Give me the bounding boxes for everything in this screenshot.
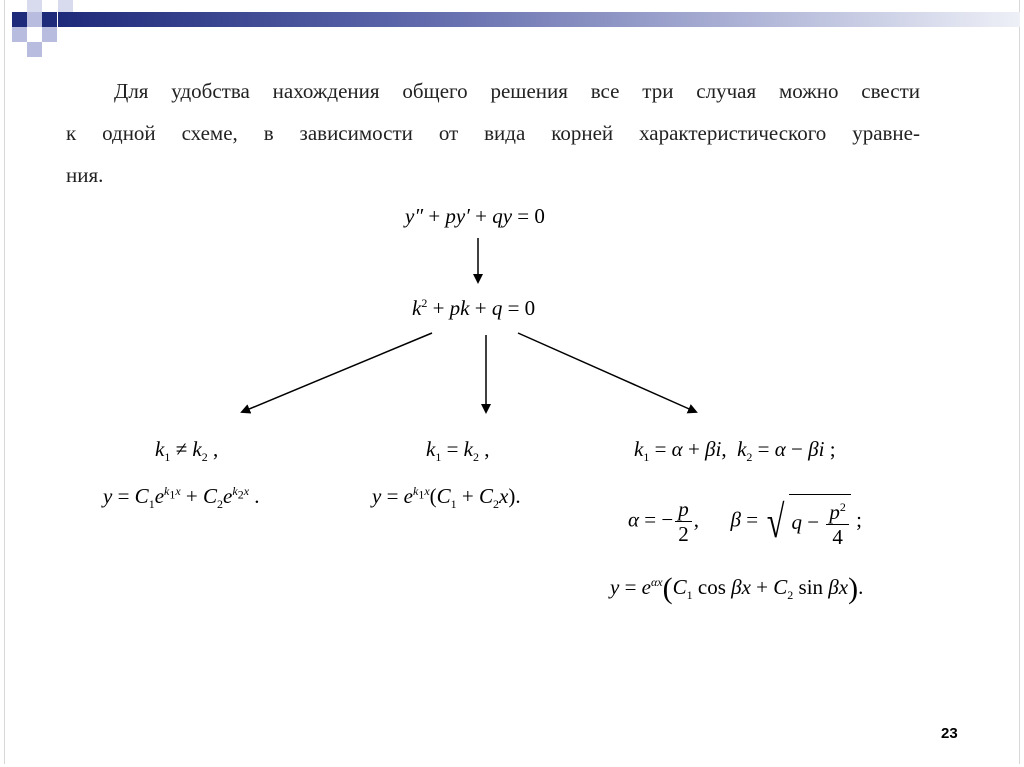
- case2-condition: $k_1 = k_2$ ,: [426, 437, 490, 465]
- case2-solution: $y = e^{k_1x}(C_1 + C_2x)$.: [372, 484, 521, 512]
- paragraph-line-1: Для удобства нахождения общего решения все три случая можно свести: [114, 79, 920, 103]
- case3-condition: $k_1 = \alpha + \beta i$, $k_2 = \alpha - \beta i$ ;: [634, 437, 836, 465]
- ode-equation: y″ + py′ + qy = 0: [405, 204, 545, 228]
- arrow-left: [242, 333, 432, 412]
- case3-parameters: α = − $\frac{p}{2}$ , β = √ q − $\frac{p^2}{4}$ ;: [628, 495, 862, 549]
- page-number: 23: [941, 725, 958, 742]
- arrow-right: [518, 333, 696, 412]
- case1-solution: $y = C_1e^{k_1x} + C_2e^{k_2x}$ .: [103, 484, 260, 512]
- case3-solution: $y = e^{\alpha x}(C_1$ $\cos \beta x + C_2$ sin βx).: [610, 572, 864, 605]
- characteristic-equation: $k^2$ + pk + q = 0: [412, 296, 536, 320]
- case1-condition: $k_1 \ne k_2$ ,: [155, 437, 219, 465]
- paragraph-line-3: ния.: [66, 163, 104, 187]
- paragraph-line-2: к одной схеме, в зависимости от вида корней характеристического уравне-: [66, 121, 920, 145]
